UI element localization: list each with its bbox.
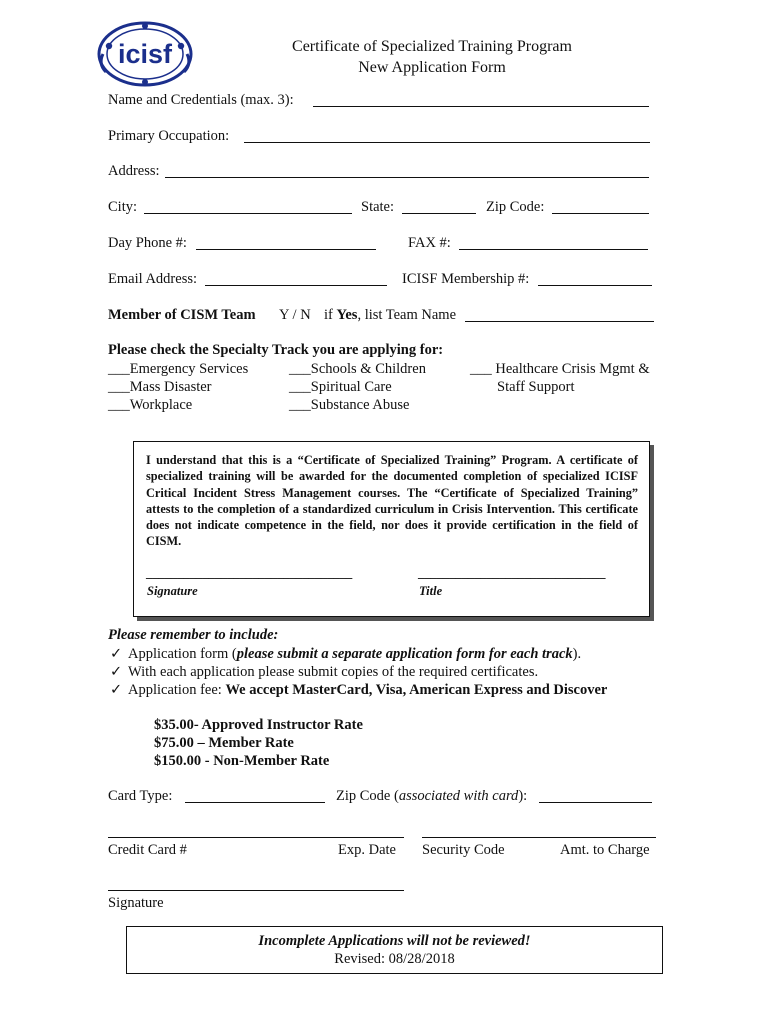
cism-if: if	[324, 307, 333, 323]
check-icon: ✓	[110, 682, 123, 698]
card-type-field[interactable]	[185, 802, 325, 803]
state-label: State:	[361, 199, 395, 215]
credit-card-field[interactable]	[108, 837, 404, 838]
day-phone-label: Day Phone #:	[108, 235, 187, 251]
name-credentials-field[interactable]	[313, 106, 649, 107]
fax-label: FAX #:	[408, 235, 451, 251]
city-label: City:	[108, 199, 138, 215]
track-emergency-services[interactable]: ___Emergency Services	[108, 361, 249, 377]
track-substance-abuse[interactable]: ___Substance Abuse	[289, 397, 410, 413]
check-icon: ✓	[110, 646, 123, 662]
cism-yn[interactable]: Y / N	[279, 307, 311, 323]
revised-date: Revised: 08/28/2018	[334, 951, 455, 967]
remember-item-2: ✓ With each application please submit copies of the required certificates.	[110, 664, 539, 680]
specialty-col2	[289, 360, 426, 414]
membership-label: ICISF Membership #:	[402, 271, 530, 287]
agreement-text: I understand that this is a “Certificate of Specialized Training” Program. A certificate of specialized training will be awarded for the documented completion of specialized ICISF Critical Incident Stress Management courses. The “Certificate of Specialized Training” attests to the completion of a standardized curriculum in Crisis Intervention. This certificate does not indicate competence in the field, nor does it provide certification in the field of CISM.	[146, 453, 638, 549]
email-label: Email Address:	[108, 271, 198, 287]
address-label: Address:	[108, 163, 160, 179]
specialty-col1	[108, 360, 248, 414]
cism-yes: Yes	[336, 307, 358, 323]
primary-occupation-label: Primary Occupation:	[108, 128, 230, 144]
primary-occupation-field[interactable]	[244, 142, 650, 143]
address-field[interactable]	[165, 177, 649, 178]
fax-field[interactable]	[459, 249, 648, 250]
city-field[interactable]	[144, 213, 352, 214]
cism-team-name-field[interactable]	[465, 321, 654, 322]
cism-team-label: Member of CISM Team	[108, 307, 256, 323]
remember-heading: Please remember to include:	[108, 627, 279, 643]
agreement-signature-label: Signature	[147, 584, 198, 598]
credit-card-label: Credit Card #	[108, 842, 187, 858]
form-title: Certificate of Specialized Training Program	[292, 38, 572, 55]
footer-box	[126, 926, 663, 974]
remember-list	[110, 645, 607, 699]
check-icon: ✓	[110, 664, 123, 680]
specialty-col3	[470, 360, 650, 396]
membership-field[interactable]	[538, 285, 652, 286]
specialty-heading: Please check the Specialty Track you are applying for:	[108, 342, 444, 358]
amount-label: Amt. to Charge	[560, 842, 650, 858]
agreement-title-label: Title	[419, 584, 443, 598]
rates-list	[154, 716, 363, 770]
payment-signature-label: Signature	[108, 895, 164, 911]
track-workplace[interactable]: ___Workplace	[108, 397, 193, 413]
cism-list-text: , list Team Name	[357, 307, 457, 323]
icisf-logo	[96, 20, 194, 88]
logo-text: icisf	[117, 39, 173, 69]
zip-field[interactable]	[552, 213, 649, 214]
track-spiritual-care[interactable]: ___Spiritual Care	[289, 379, 392, 395]
card-zip-label: Zip Code (associated with card):	[336, 788, 528, 804]
security-amount-field[interactable]	[422, 837, 656, 838]
rate-non-member: $150.00 - Non-Member Rate	[154, 753, 330, 769]
rate-instructor: $35.00- Approved Instructor Rate	[154, 717, 363, 733]
track-healthcare-crisis[interactable]: ___ Healthcare Crisis Mgmt &	[470, 361, 650, 377]
exp-date-label: Exp. Date	[338, 842, 396, 858]
agreement-box	[133, 441, 650, 617]
security-code-label: Security Code	[422, 842, 505, 858]
remember-item-3: ✓ Application fee: We accept MasterCard, Visa, American Express and Discover	[110, 682, 608, 698]
incomplete-warning: Incomplete Applications will not be reviewed!	[258, 933, 531, 949]
track-mass-disaster[interactable]: ___Mass Disaster	[108, 379, 212, 395]
zip-label: Zip Code:	[486, 199, 545, 215]
card-zip-field[interactable]	[539, 802, 652, 803]
track-schools-children[interactable]: ___Schools & Children	[289, 361, 426, 377]
name-credentials-label: Name and Credentials (max. 3):	[108, 92, 294, 108]
card-type-label: Card Type:	[108, 788, 173, 804]
agreement-signature-line[interactable]: _________________________________	[146, 566, 353, 580]
form-subtitle: New Application Form	[358, 59, 506, 76]
remember-item-1: ✓ Application form (please submit a separate application form for each track).	[110, 646, 582, 662]
agreement-title-line[interactable]: ______________________________	[418, 566, 606, 580]
track-healthcare-crisis-cont: Staff Support	[497, 379, 575, 395]
state-field[interactable]	[402, 213, 476, 214]
day-phone-field[interactable]	[196, 249, 376, 250]
rate-member: $75.00 – Member Rate	[154, 735, 294, 751]
cism-team-name-label	[324, 307, 456, 324]
payment-signature-field[interactable]	[108, 890, 404, 891]
email-field[interactable]	[205, 285, 387, 286]
